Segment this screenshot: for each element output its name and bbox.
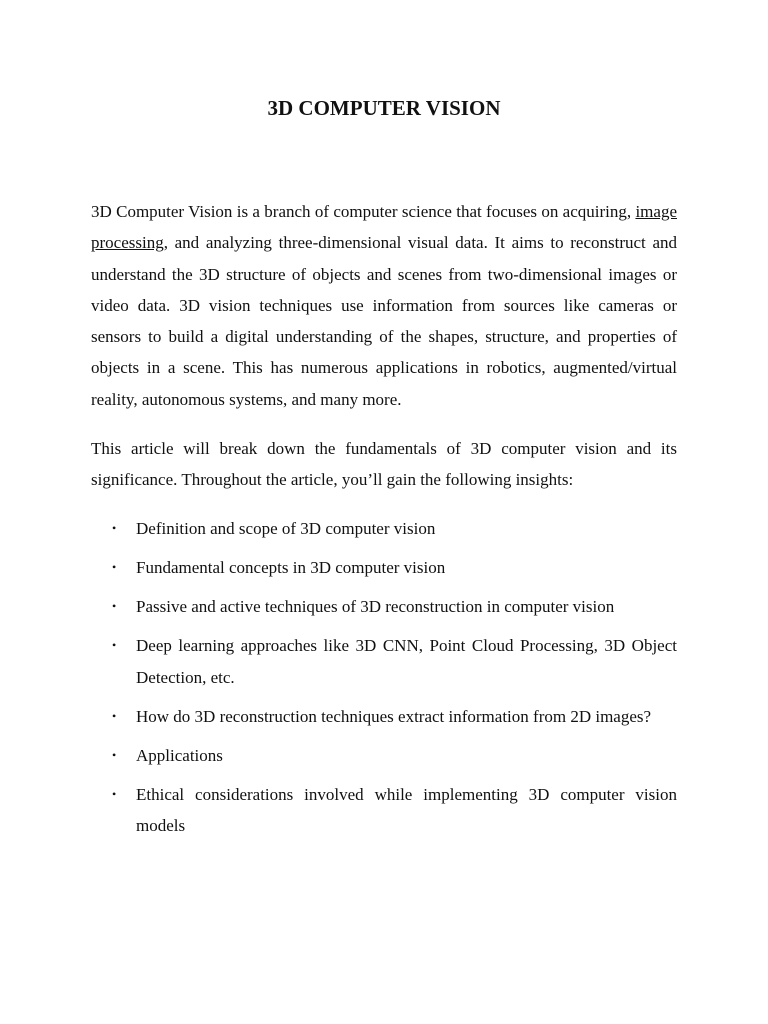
- list-item-text: Definition and scope of 3D computer vision: [136, 519, 436, 538]
- intro-text-after-link: , and analyzing three-dimensional visual data. It aims to reconstruct and understand the 3D structure of objects and scenes from two-dimensional images or video data. 3D vision techniques use information from sources like cameras or sensors to build a digital understanding of the shapes, structure, and properties of objects in a scene. This has numerous applications in robotics, augmented/virtual reality, autonomous systems, and many more.: [91, 233, 677, 409]
- image-processing-link[interactable]: image processing: [91, 202, 677, 253]
- list-item-text: Ethical considerations involved while implementing 3D computer vision models: [136, 784, 677, 836]
- bullet-icon: •: [112, 560, 117, 575]
- bullet-icon: •: [112, 786, 117, 801]
- list-item: [91, 740, 677, 771]
- insights-list: [91, 513, 677, 849]
- list-item-text: Fundamental concepts in 3D computer vision: [136, 558, 446, 578]
- list-item-text: Applications: [136, 745, 223, 765]
- list-item-text: Passive and active techniques of 3D reconstruction in computer vision: [136, 597, 615, 617]
- intro-paragraph: [91, 196, 677, 415]
- bullet-icon: •: [112, 521, 117, 535]
- document-title: 3D COMPUTER VISION: [267, 96, 501, 120]
- bullet-icon: •: [112, 708, 117, 723]
- bullet-icon: •: [112, 638, 117, 653]
- bullet-icon: •: [112, 599, 117, 614]
- list-item-text: Deep learning approaches like 3D CNN, Point Cloud Processing, 3D Object Detection, etc.: [136, 636, 677, 687]
- list-item-text: How do 3D reconstruction techniques extract information from 2D images?: [136, 706, 652, 726]
- list-item: [91, 630, 677, 693]
- list-item: [91, 591, 677, 622]
- overview-paragraph: This article will break down the fundamentals of 3D computer vision and its significance. Throughout the article, you’ll gain the following insights:: [91, 439, 677, 490]
- list-item: [91, 779, 677, 842]
- list-item: [91, 701, 677, 732]
- list-item: [91, 552, 677, 583]
- list-item: [91, 513, 677, 544]
- intro-text-before-link: 3D Computer Vision is a branch of computer science that focuses on acquiring,: [91, 202, 636, 221]
- bullet-icon: •: [112, 747, 117, 762]
